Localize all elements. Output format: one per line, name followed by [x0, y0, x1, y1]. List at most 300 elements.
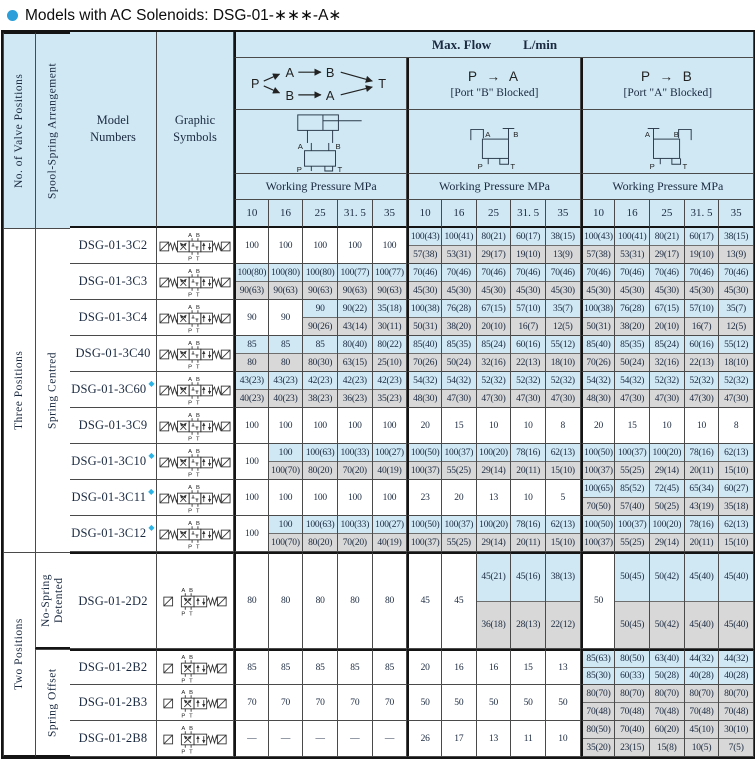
page-title: [0, 0, 755, 30]
flow-value-cell: [581, 264, 616, 300]
flow-value-top: 100(80): [269, 264, 303, 282]
flow-value-bottom: 29(17): [477, 246, 511, 263]
flow-value-top: 100(43): [583, 228, 615, 246]
flow-value-cell: 8: [719, 408, 754, 444]
flow-value-top: 100(63): [303, 516, 337, 534]
flow-value-top: 42(23): [373, 372, 407, 390]
flow-value-bottom: 50(42): [650, 602, 684, 649]
graphic-symbol-cell: [157, 336, 234, 372]
flow-value-cell: [477, 516, 512, 552]
flow-value-cell: [650, 300, 685, 336]
flow-value-top: 54(32): [615, 372, 649, 390]
svg-text:B: B: [195, 268, 200, 275]
svg-text:P: P: [181, 678, 186, 683]
flow-value-cell: [581, 336, 616, 372]
flow-value-top: 70(46): [477, 264, 511, 282]
flow-value-bottom: 18(10): [546, 354, 580, 371]
flow-value-top: 60(17): [685, 228, 719, 246]
flow-value-bottom: 47(30): [719, 390, 753, 407]
flow-value-cell: [269, 444, 304, 480]
flow-value-bottom: 70(26): [583, 354, 615, 371]
flow-value-top: 100(20): [650, 444, 684, 462]
flow-unit-label: L/min: [523, 36, 558, 52]
flow-value-bottom: 15(8): [650, 739, 684, 756]
flow-value-cell: 10: [650, 408, 685, 444]
flow-value-cell: [650, 336, 685, 372]
flow-value-top: 100(80): [303, 264, 337, 282]
flow-value-top: 100(33): [338, 444, 372, 462]
flow-value-cell: [581, 721, 616, 757]
flow-value-bottom: 45(30): [511, 282, 545, 299]
flow-value-cell: 13: [477, 721, 512, 757]
flow-value-top: 35(18): [373, 300, 407, 318]
flow-value-cell: [650, 372, 685, 408]
flow-value-bottom: 32(16): [650, 354, 684, 371]
flow-value-cell: 100: [303, 408, 338, 444]
svg-text:B: B: [195, 232, 200, 239]
flow-value-cell: 80: [303, 552, 338, 649]
flow-value-top: 80(50): [583, 721, 615, 739]
svg-text:B: B: [189, 654, 194, 661]
flow-value-bottom: 53(31): [442, 246, 476, 263]
flow-value-cell: 13: [477, 480, 512, 516]
flow-value-cell: [407, 516, 442, 552]
flow-value-top: 54(32): [442, 372, 476, 390]
flow-value-cell: 85: [338, 649, 373, 685]
flow-value-bottom: 15(10): [719, 534, 753, 551]
flow-value-top: 72(45): [650, 480, 684, 498]
flow-value-top: 100(63): [303, 444, 337, 462]
model-number-cell: DSG-01-3C40: [70, 336, 157, 372]
flow-value-top: 80(50): [615, 651, 649, 668]
flow-value-bottom: 50(31): [409, 318, 441, 335]
flow-value-bottom: 20(11): [685, 534, 719, 551]
flow-value-top: 60(17): [511, 228, 545, 246]
flow-value-cell: [685, 372, 720, 408]
diamond-icon: ◆: [148, 379, 155, 388]
svg-text:A: A: [188, 340, 193, 347]
flow-value-top: 52(32): [719, 372, 753, 390]
flow-value-top: 38(13): [546, 554, 580, 602]
flow-value-bottom: 13(9): [546, 246, 580, 263]
spool-symbol-2pos: [158, 653, 232, 683]
flow-value-top: 70(46): [409, 264, 441, 282]
flow-value-bottom: 43(14): [338, 318, 372, 335]
flow-value-cell: [511, 372, 546, 408]
svg-text:A: A: [188, 448, 193, 455]
spool-symbol-2pos: [158, 724, 232, 754]
flow-value-bottom: 57(40): [615, 498, 649, 515]
flow-value-cell: [407, 264, 442, 300]
pressure-header-cell: 31. 5: [511, 200, 546, 228]
flow-value-cell: 70: [303, 685, 338, 721]
pressure-header-cell: 31. 5: [685, 200, 720, 228]
model-number-cell: DSG-01-2D2: [70, 552, 157, 649]
pressure-header-cell: 25: [477, 200, 512, 228]
flow-value-cell: [338, 444, 373, 480]
flow-value-bottom: 38(23): [303, 390, 337, 407]
flow-value-top: 54(32): [583, 372, 615, 390]
flow-diagram-crossflow: [247, 61, 395, 107]
graphic-symbol-cell: [157, 480, 234, 516]
spool-symbol-3pos: [158, 375, 232, 405]
flow-value-cell: [477, 336, 512, 372]
flow-value-top: 100: [269, 516, 303, 534]
flow-value-top: 80(21): [650, 228, 684, 246]
flow-value-cell: [615, 480, 650, 516]
flow-value-bottom: 50(24): [442, 354, 476, 371]
port-blocked-note: [Port "A" Blocked]: [623, 86, 713, 99]
svg-text:B: B: [195, 520, 200, 527]
flow-value-bottom: 100(70): [269, 534, 303, 551]
flow-value-bottom: 18(10): [719, 354, 753, 371]
pressure-header-cell: 25: [303, 200, 338, 228]
working-pressure-header: Working Pressure MPa: [407, 174, 580, 200]
flow-value-cell: 85: [269, 649, 304, 685]
flow-value-top: 100(77): [373, 264, 407, 282]
flow-value-cell: [719, 228, 754, 264]
flow-value-top: 70(46): [685, 264, 719, 282]
svg-text:T: T: [195, 508, 200, 513]
flow-value-bottom: 90(26): [303, 318, 337, 335]
svg-text:B: B: [189, 588, 194, 595]
flow-value-top: 85: [303, 336, 337, 354]
flow-value-top: 62(13): [719, 444, 753, 462]
flow-value-cell: 50: [546, 685, 581, 721]
flow-value-top: 70(40): [615, 721, 649, 739]
graphic-symbol-cell: [157, 721, 234, 757]
svg-text:B: B: [189, 689, 194, 696]
flow-value-cell: [407, 336, 442, 372]
flow-value-top: 70(46): [546, 264, 580, 282]
title-text: Models with AC Solenoids: DSG-01-∗∗∗-A∗: [25, 6, 342, 24]
flow-value-top: 100(43): [409, 228, 441, 246]
pressure-header-cell: 35: [373, 200, 408, 228]
graphic-symbol-cell: [157, 264, 234, 300]
flow-value-cell: 100: [303, 480, 338, 516]
flow-value-cell: 8: [546, 408, 581, 444]
flow-value-bottom: 63(15): [338, 354, 372, 371]
flow-value-bottom: 35(23): [373, 390, 407, 407]
svg-text:T: T: [682, 161, 688, 170]
flow-value-top: 60(20): [650, 721, 684, 739]
flow-value-bottom: 47(30): [477, 390, 511, 407]
flow-value-cell: 16: [477, 649, 512, 685]
flow-value-top: 60(27): [719, 480, 753, 498]
flow-value-cell: 16: [442, 649, 477, 685]
cylinder-symbol: [271, 112, 371, 172]
flow-value-bottom: 20(10): [477, 318, 511, 335]
flow-value-cell: [546, 264, 581, 300]
flow-value-bottom: 90(63): [338, 282, 372, 299]
pressure-header-cell: 25: [650, 200, 685, 228]
flow-header-group2: [407, 58, 580, 110]
spool-symbol-3pos: [158, 303, 232, 333]
svg-text:P: P: [649, 161, 655, 170]
svg-text:P: P: [188, 328, 193, 333]
flow-value-cell: [407, 228, 442, 264]
flow-value-top: 67(15): [650, 300, 684, 318]
flow-value-bottom: 38(20): [442, 318, 476, 335]
flow-value-bottom: 35(20): [583, 739, 615, 756]
flow-value-bottom: 100(37): [583, 534, 615, 551]
flow-value-cell: 100: [234, 408, 269, 444]
svg-text:B: B: [195, 340, 200, 347]
flow-value-bottom: 20(11): [511, 534, 545, 551]
flow-value-cell: 100: [303, 228, 338, 264]
flow-value-bottom: 45(30): [546, 282, 580, 299]
flow-value-top: 100(77): [338, 264, 372, 282]
flow-value-top: 45(40): [685, 554, 719, 602]
flow-value-bottom: 50(28): [650, 668, 684, 684]
flow-value-top: 38(15): [719, 228, 753, 246]
svg-text:T: T: [510, 161, 516, 170]
spool-symbol-2pos: [158, 688, 232, 718]
flow-value-top: 80(40): [338, 336, 372, 354]
flow-value-cell: [685, 685, 720, 721]
svg-text:A: A: [326, 87, 335, 103]
flow-value-bottom: 10(5): [685, 739, 719, 756]
flow-value-bottom: 45(30): [615, 282, 649, 299]
flow-value-cell: [719, 552, 754, 649]
flow-value-cell: 100: [234, 480, 269, 516]
flow-value-top: 100(38): [409, 300, 441, 318]
flow-value-bottom: 48(30): [583, 390, 615, 407]
col-header-graphic-symbols: Graphic Symbols: [157, 32, 234, 228]
flow-header-group1: [234, 58, 407, 110]
flow-value-cell: [615, 649, 650, 685]
flow-value-bottom: 55(25): [615, 462, 649, 479]
svg-text:T: T: [189, 611, 193, 616]
flow-value-cell: [511, 444, 546, 480]
flow-value-top: 78(16): [511, 516, 545, 534]
flow-value-top: 45(40): [719, 554, 753, 602]
flow-value-cell: 100: [373, 228, 408, 264]
flow-value-bottom: 40(19): [373, 534, 407, 551]
diamond-icon: ◆: [148, 487, 155, 496]
flow-value-bottom: 50(25): [650, 498, 684, 515]
flow-value-cell: [477, 552, 512, 649]
flow-value-top: 60(16): [511, 336, 545, 354]
valve-symbol-port-b-blocked: [444, 114, 544, 170]
flow-value-top: 57(10): [685, 300, 719, 318]
flow-value-cell: [581, 372, 616, 408]
graphic-symbol-cell: [157, 228, 234, 264]
model-number-cell: DSG-01-3C9: [70, 408, 157, 444]
flow-value-cell: 15: [511, 649, 546, 685]
flow-value-cell: [719, 649, 754, 685]
flow-value-cell: 70: [234, 685, 269, 721]
diamond-icon: ◆: [148, 523, 155, 532]
flow-value-top: 44(32): [685, 651, 719, 668]
flow-value-cell: [303, 264, 338, 300]
pressure-header-cell: 10: [581, 200, 616, 228]
flow-value-cell: [511, 552, 546, 649]
flow-value-cell: [442, 264, 477, 300]
svg-text:A: A: [285, 64, 295, 80]
flow-value-bottom: 29(14): [477, 462, 511, 479]
spool-symbol-2pos: [158, 586, 232, 616]
flow-value-top: 100(27): [373, 444, 407, 462]
flow-value-cell: [373, 336, 408, 372]
svg-text:P: P: [188, 364, 193, 369]
svg-text:T: T: [189, 678, 193, 683]
flow-value-top: 62(13): [546, 444, 580, 462]
flow-value-top: 55(12): [546, 336, 580, 354]
flow-value-bottom: 47(30): [650, 390, 684, 407]
flow-value-bottom: 70(20): [338, 534, 372, 551]
svg-text:T: T: [195, 436, 200, 441]
flow-value-cell: [615, 721, 650, 757]
diamond-icon: ◆: [148, 451, 155, 460]
svg-text:B: B: [513, 129, 519, 139]
port-blocked-note: [Port "B" Blocked]: [450, 86, 539, 99]
spool-symbol-3pos: [158, 483, 232, 513]
flow-value-bottom: 15(10): [719, 462, 753, 479]
flow-value-bottom: 45(30): [650, 282, 684, 299]
flow-value-bottom: 43(19): [685, 498, 719, 515]
flow-value-top: 42(23): [338, 372, 372, 390]
flow-value-cell: 100: [338, 408, 373, 444]
flow-value-top: 90: [303, 300, 337, 318]
svg-text:P: P: [181, 713, 186, 718]
flow-value-cell: 85: [303, 649, 338, 685]
flow-value-bottom: 47(30): [685, 390, 719, 407]
svg-text:B: B: [195, 376, 200, 383]
graphic-symbol-cell: [157, 444, 234, 480]
flow-value-cell: 70: [269, 685, 304, 721]
model-number-cell: DSG-01-3C2: [70, 228, 157, 264]
flow-value-cell: [477, 264, 512, 300]
svg-text:P: P: [188, 400, 193, 405]
col-header-spool-spring: Spool-Spring Arrangement: [35, 32, 70, 228]
model-number-cell: DSG-01-3C3: [70, 264, 157, 300]
flow-value-cell: [685, 336, 720, 372]
flow-value-bottom: 35(18): [719, 498, 753, 515]
flow-value-cell: [719, 444, 754, 480]
flow-value-cell: [269, 264, 304, 300]
flow-value-cell: [719, 264, 754, 300]
flow-value-cell: 100: [234, 228, 269, 264]
flow-value-bottom: 45(30): [409, 282, 441, 299]
flow-value-cell: [685, 552, 720, 649]
flow-value-top: 44(32): [719, 651, 753, 668]
flow-value-bottom: 100(37): [409, 462, 441, 479]
flow-value-cell: 85: [234, 649, 269, 685]
flow-value-cell: [234, 336, 269, 372]
flow-value-top: 70(46): [442, 264, 476, 282]
flow-value-cell: [511, 300, 546, 336]
flow-value-top: 80(70): [650, 685, 684, 703]
flow-value-bottom: 40(23): [236, 390, 268, 407]
flow-value-cell: [685, 649, 720, 685]
flow-value-bottom: 55(25): [615, 534, 649, 551]
flow-value-top: 52(32): [477, 372, 511, 390]
flow-value-cell: 50: [477, 685, 512, 721]
flow-value-cell: [685, 300, 720, 336]
graphic-symbol-cell: [157, 372, 234, 408]
svg-text:T: T: [195, 328, 200, 333]
flow-value-bottom: 25(10): [373, 354, 407, 371]
graphic-symbol-cell: [157, 552, 234, 649]
flow-value-bottom: 47(30): [546, 390, 580, 407]
flow-value-top: 85(35): [615, 336, 649, 354]
pressure-header-cell: 10: [407, 200, 442, 228]
model-number-cell: DSG-01-3C11 ◆: [70, 480, 157, 516]
flow-value-bottom: 57(38): [583, 246, 615, 263]
flow-value-cell: 20: [442, 480, 477, 516]
flow-value-bottom: 16(7): [511, 318, 545, 335]
flow-value-top: 35(7): [546, 300, 580, 318]
flow-value-top: 100(27): [373, 516, 407, 534]
svg-text:A: A: [181, 725, 186, 732]
flow-value-cell: [685, 721, 720, 757]
svg-text:T: T: [195, 292, 200, 297]
flow-value-cell: 17: [442, 721, 477, 757]
flow-value-top: 38(15): [546, 228, 580, 246]
flow-value-top: 42(23): [303, 372, 337, 390]
flow-value-bottom: 30(11): [373, 318, 407, 335]
flow-value-bottom: 70(48): [615, 703, 649, 720]
flow-value-cell: [615, 264, 650, 300]
flow-value-bottom: 70(26): [409, 354, 441, 371]
flow-value-cell: [234, 372, 269, 408]
flow-value-cell: [581, 649, 616, 685]
flow-value-cell: [615, 552, 650, 649]
flow-value-cell: [650, 228, 685, 264]
svg-text:A: A: [181, 588, 186, 595]
svg-text:P: P: [478, 161, 484, 170]
flow-value-top: 85(63): [583, 651, 615, 668]
flow-value-bottom: 100(70): [269, 462, 303, 479]
flow-value-top: 70(46): [719, 264, 753, 282]
flow-value-top: 100(20): [650, 516, 684, 534]
flow-value-cell: —: [269, 721, 304, 757]
flow-value-bottom: 90(63): [269, 282, 303, 299]
flow-value-top: 50(45): [615, 554, 649, 602]
flow-value-cell: 50: [511, 685, 546, 721]
flow-value-cell: —: [373, 721, 408, 757]
flow-value-bottom: 100(37): [409, 534, 441, 551]
flow-value-bottom: 29(14): [650, 534, 684, 551]
flow-value-cell: [615, 444, 650, 480]
svg-text:A: A: [188, 304, 193, 311]
flow-path-label: P → B: [640, 68, 695, 84]
flow-value-bottom: 80(20): [303, 534, 337, 551]
flow-value-cell: [546, 444, 581, 480]
flow-value-top: 52(32): [650, 372, 684, 390]
flow-path-label: P → A: [467, 68, 521, 84]
flow-value-cell: [581, 300, 616, 336]
flow-value-cell: [511, 336, 546, 372]
flow-value-bottom: 45(30): [583, 282, 615, 299]
flow-value-top: 80(21): [477, 228, 511, 246]
flow-value-cell: [511, 228, 546, 264]
flow-value-cell: [303, 444, 338, 480]
pressure-header-cell: 16: [269, 200, 304, 228]
flow-value-cell: 10: [477, 408, 512, 444]
svg-text:B: B: [326, 64, 335, 80]
flow-value-bottom: 12(5): [546, 318, 580, 335]
svg-text:B: B: [673, 129, 679, 139]
flow-value-cell: 26: [407, 721, 442, 757]
bullet-icon: [7, 10, 18, 21]
model-number-cell: DSG-01-2B2: [70, 649, 157, 685]
flow-value-bottom: 29(14): [477, 534, 511, 551]
model-number-cell: DSG-01-2B8: [70, 721, 157, 757]
schematic-group3: [581, 110, 754, 174]
flow-value-cell: [650, 516, 685, 552]
